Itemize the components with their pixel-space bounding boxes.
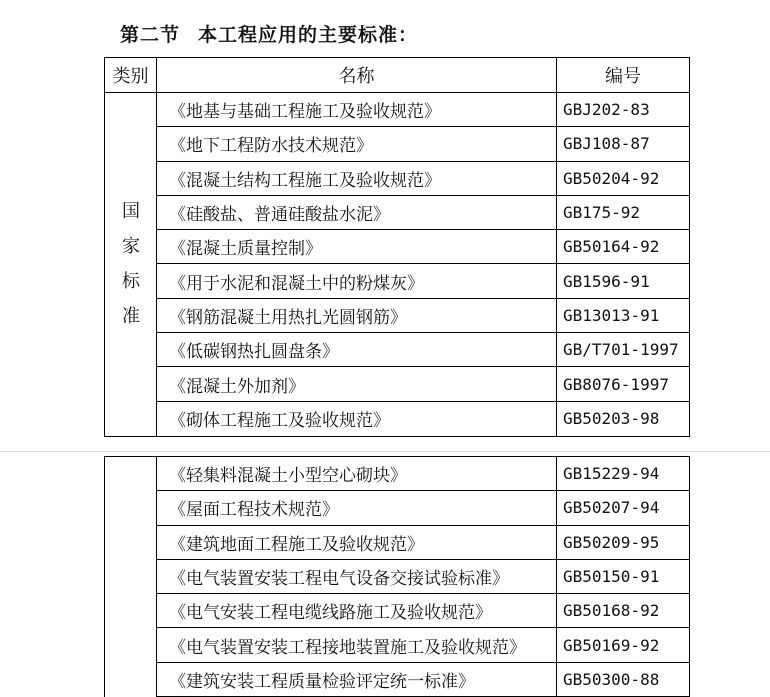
table-row — [105, 299, 689, 333]
standard-code: GB50207-94 — [563, 498, 660, 518]
page-break-divider — [0, 451, 770, 452]
table-row — [105, 230, 689, 264]
standard-code: GB175-92 — [563, 203, 641, 223]
standard-name: 《用于水泥和混凝土中的粉煤灰》 — [157, 264, 557, 297]
section-number: 第二节 — [120, 24, 181, 46]
table-row — [105, 402, 689, 436]
standard-code: GB50209-95 — [563, 532, 660, 552]
header-category: 类别 — [105, 58, 157, 92]
standard-name: 《混凝土结构工程施工及验收规范》 — [157, 162, 557, 195]
category-char: 国 — [122, 201, 140, 223]
table-row — [105, 560, 689, 594]
table-row — [105, 457, 689, 491]
table-row — [105, 93, 689, 127]
standard-code: GB1596-91 — [563, 271, 650, 291]
standard-name: 《钢筋混凝土用热扎光圆钢筋》 — [157, 299, 557, 332]
table-row — [105, 264, 689, 298]
standard-code: GB15229-94 — [563, 464, 660, 484]
standard-code: GBJ108-87 — [563, 134, 650, 154]
table-row — [105, 628, 689, 662]
standard-name: 《地下工程防水技术规范》 — [157, 127, 557, 160]
table-row — [105, 491, 689, 525]
standard-code: GB50168-92 — [563, 601, 660, 621]
category-char: 准 — [122, 306, 140, 328]
section-title: 本工程应用的主要标准： — [198, 24, 419, 46]
standard-code: GB50204-92 — [563, 168, 660, 188]
standard-name: 《砌体工程施工及验收规范》 — [157, 402, 557, 436]
standards-table-page-2 — [104, 456, 690, 697]
standard-code: GB50150-91 — [563, 567, 660, 587]
header-name: 名称 — [157, 58, 557, 92]
standard-code: GB50203-98 — [563, 409, 660, 429]
standard-name: 《建筑安装工程质量检验评定统一标准》 — [157, 663, 557, 696]
standard-code: GB50169-92 — [563, 635, 660, 655]
table-row — [105, 367, 689, 401]
category-label — [105, 93, 157, 436]
table-body-page-1 — [105, 93, 689, 436]
standard-name: 《电气装置安装工程接地装置施工及验收规范》 — [157, 628, 557, 661]
standard-code: GB50164-92 — [563, 237, 660, 257]
standard-name: 《建筑地面工程施工及验收规范》 — [157, 526, 557, 559]
category-char: 标 — [122, 271, 140, 293]
table-row — [105, 127, 689, 161]
standard-name: 《低碳钢热扎圆盘条》 — [157, 333, 557, 366]
category-char: 家 — [122, 236, 140, 258]
section-heading — [120, 20, 418, 47]
table-row — [105, 333, 689, 367]
table-row — [105, 663, 689, 697]
standard-code: GB/T701-1997 — [563, 340, 679, 360]
standard-code: GB13013-91 — [563, 305, 660, 325]
standard-name: 《地基与基础工程施工及验收规范》 — [157, 93, 557, 126]
standard-name: 《混凝土质量控制》 — [157, 230, 557, 263]
standard-name: 《电气安装工程电缆线路施工及验收规范》 — [157, 594, 557, 627]
table-row — [105, 526, 689, 560]
standard-name: 《混凝土外加剂》 — [157, 367, 557, 400]
standard-code: GB50300-88 — [563, 669, 660, 689]
standard-code: GB8076-1997 — [563, 374, 669, 394]
standard-code: GBJ202-83 — [563, 100, 650, 120]
standard-name: 《电气装置安装工程电气设备交接试验标准》 — [157, 560, 557, 593]
table-header-row — [105, 58, 689, 93]
standard-name: 《轻集料混凝土小型空心砌块》 — [157, 457, 557, 490]
standard-name: 《硅酸盐、普通硅酸盐水泥》 — [157, 196, 557, 229]
standards-table-page-1 — [104, 57, 690, 437]
table-row — [105, 196, 689, 230]
table-body-page-2 — [105, 457, 689, 697]
table-row — [105, 594, 689, 628]
table-row — [105, 162, 689, 196]
header-code: 编号 — [605, 66, 641, 87]
standard-name: 《屋面工程技术规范》 — [157, 491, 557, 524]
category-column — [105, 457, 157, 697]
